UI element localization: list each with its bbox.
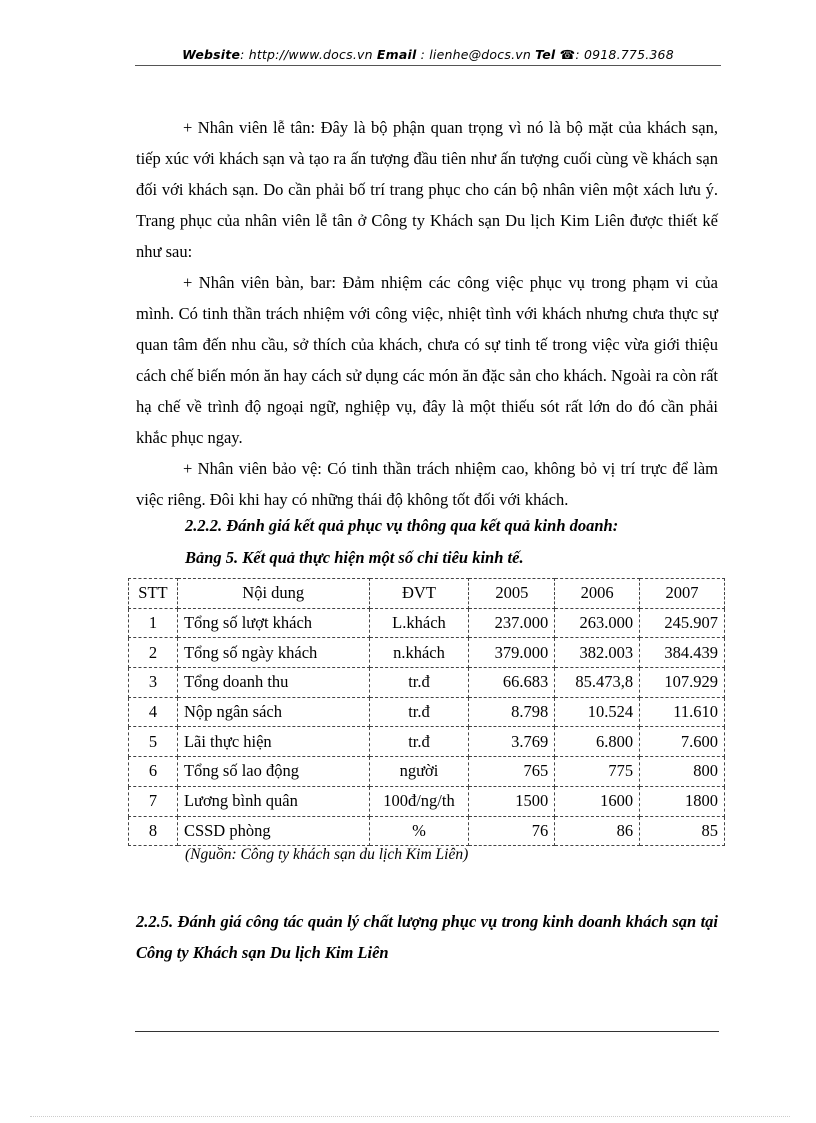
cell-content: Lương bình quân	[177, 786, 369, 816]
cell-2005: 765	[469, 757, 555, 787]
body-text	[136, 112, 718, 515]
cell-2005: 237.000	[469, 608, 555, 638]
header-unit: ĐVT	[369, 579, 469, 609]
cell-content: CSSD phòng	[177, 816, 369, 846]
page-bottom-edge	[30, 1116, 790, 1117]
cell-content: Tổng số lao động	[177, 757, 369, 787]
cell-2006: 10.524	[555, 697, 640, 727]
cell-2006: 382.003	[555, 638, 640, 668]
cell-stt: 1	[129, 608, 178, 638]
header-stt: STT	[129, 579, 178, 609]
cell-content: Nộp ngân sách	[177, 697, 369, 727]
header-2006: 2006	[555, 579, 640, 609]
table-row	[129, 638, 725, 668]
economic-indicators-table	[128, 578, 725, 846]
table-header-row	[129, 579, 725, 609]
cell-content: Tổng số lượt khách	[177, 608, 369, 638]
table-row	[129, 608, 725, 638]
cell-2005: 66.683	[469, 668, 555, 698]
cell-stt: 5	[129, 727, 178, 757]
cell-2006: 6.800	[555, 727, 640, 757]
cell-stt: 2	[129, 638, 178, 668]
cell-2006: 263.000	[555, 608, 640, 638]
paragraph-reception: + Nhân viên lễ tân: Đây là bộ phận quan trọng vì nó là bộ mặt của khách sạn, tiếp xúc với khách sạn và tạo ra ấn tượng đầu tiên như ấn tượng cuối cùng về khách sạn đối với khách sạn. Do cần phải bố trí trang phục cho cán bộ nhân viên một xách lưu ý. Trang phục của nhân viên lễ tân ở Công ty Khách sạn Du lịch Kim Liên được thiết kế như sau:	[136, 118, 718, 261]
cell-2007: 11.610	[640, 697, 725, 727]
page-header	[135, 47, 721, 66]
cell-stt: 8	[129, 816, 178, 846]
cell-2006: 86	[555, 816, 640, 846]
cell-stt: 4	[129, 697, 178, 727]
cell-2005: 1500	[469, 786, 555, 816]
cell-unit: tr.đ	[369, 668, 469, 698]
cell-unit: tr.đ	[369, 697, 469, 727]
cell-content: Tổng doanh thu	[177, 668, 369, 698]
cell-2007: 1800	[640, 786, 725, 816]
email-value: : lienhe@docs.vn	[416, 47, 536, 62]
cell-2007: 245.907	[640, 608, 725, 638]
email-label: Email	[376, 47, 417, 62]
cell-2005: 8.798	[469, 697, 555, 727]
cell-2007: 384.439	[640, 638, 725, 668]
table-row	[129, 786, 725, 816]
cell-unit: 100đ/ng/th	[369, 786, 469, 816]
cell-stt: 6	[129, 757, 178, 787]
phone-icon: ☎	[559, 47, 576, 62]
cell-content: Lãi thực hiện	[177, 727, 369, 757]
cell-unit: %	[369, 816, 469, 846]
section-heading-2-2-2: 2.2.2. Đánh giá kết quả phục vụ thông qua kết quả kinh doanh:	[185, 516, 619, 535]
cell-unit: tr.đ	[369, 727, 469, 757]
cell-2005: 3.769	[469, 727, 555, 757]
cell-2006: 1600	[555, 786, 640, 816]
cell-2005: 379.000	[469, 638, 555, 668]
paragraph-table-bar: + Nhân viên bàn, bar: Đảm nhiệm các công việc phục vụ trong phạm vi của mình. Có tinh thần trách nhiệm với công việc, nhiệt tình với khách nhưng chưa thực sự quan tâm đến nhu cầu, sở thích của khách, chưa có sự tinh tế trong việc vừa giới thiệu cách chế biến món ăn hay cách sử dụng các món ăn đặc sản cho khách. Ngoài ra còn rất hạ chế về trình độ ngoại ngữ, nghiệp vụ, đây là một thiếu sót rất lớn do đó cần phải khắc phục ngay.	[136, 273, 718, 447]
header-2007: 2007	[640, 579, 725, 609]
table-row	[129, 668, 725, 698]
table-row	[129, 816, 725, 846]
website-value: : http://www.docs.vn	[240, 47, 377, 62]
cell-content: Tổng số ngày khách	[177, 638, 369, 668]
cell-2006: 775	[555, 757, 640, 787]
section-heading-2-2-5: 2.2.5. Đánh giá công tác quản lý chất lượng phục vụ trong kinh doanh khách sạn tại Công ty Khách sạn Du lịch Kim Liên	[136, 912, 718, 962]
cell-2007: 107.929	[640, 668, 725, 698]
tel-value: : 0918.775.368	[575, 47, 674, 62]
cell-stt: 7	[129, 786, 178, 816]
cell-unit: L.khách	[369, 608, 469, 638]
cell-2007: 800	[640, 757, 725, 787]
table-row	[129, 697, 725, 727]
cell-2005: 76	[469, 816, 555, 846]
paragraph-security: + Nhân viên bảo vệ: Có tinh thần trách nhiệm cao, không bỏ vị trí trực để làm việc riêng. Đôi khi hay có những thái độ không tốt đối với khách.	[136, 459, 718, 509]
website-label: Website	[182, 47, 241, 62]
cell-2006: 85.473,8	[555, 668, 640, 698]
cell-2007: 85	[640, 816, 725, 846]
cell-stt: 3	[129, 668, 178, 698]
footer-divider	[135, 1031, 719, 1032]
cell-unit: người	[369, 757, 469, 787]
table-row	[129, 727, 725, 757]
header-2005: 2005	[469, 579, 555, 609]
tel-label: Tel	[535, 47, 556, 62]
cell-unit: n.khách	[369, 638, 469, 668]
table-source-note: (Nguồn: Công ty khách sạn du lịch Kim Liên)	[185, 846, 469, 863]
table-row	[129, 757, 725, 787]
table-caption: Bảng 5. Kết quả thực hiện một số chỉ tiêu kinh tế.	[185, 548, 524, 567]
cell-2007: 7.600	[640, 727, 725, 757]
header-content: Nội dung	[177, 579, 369, 609]
